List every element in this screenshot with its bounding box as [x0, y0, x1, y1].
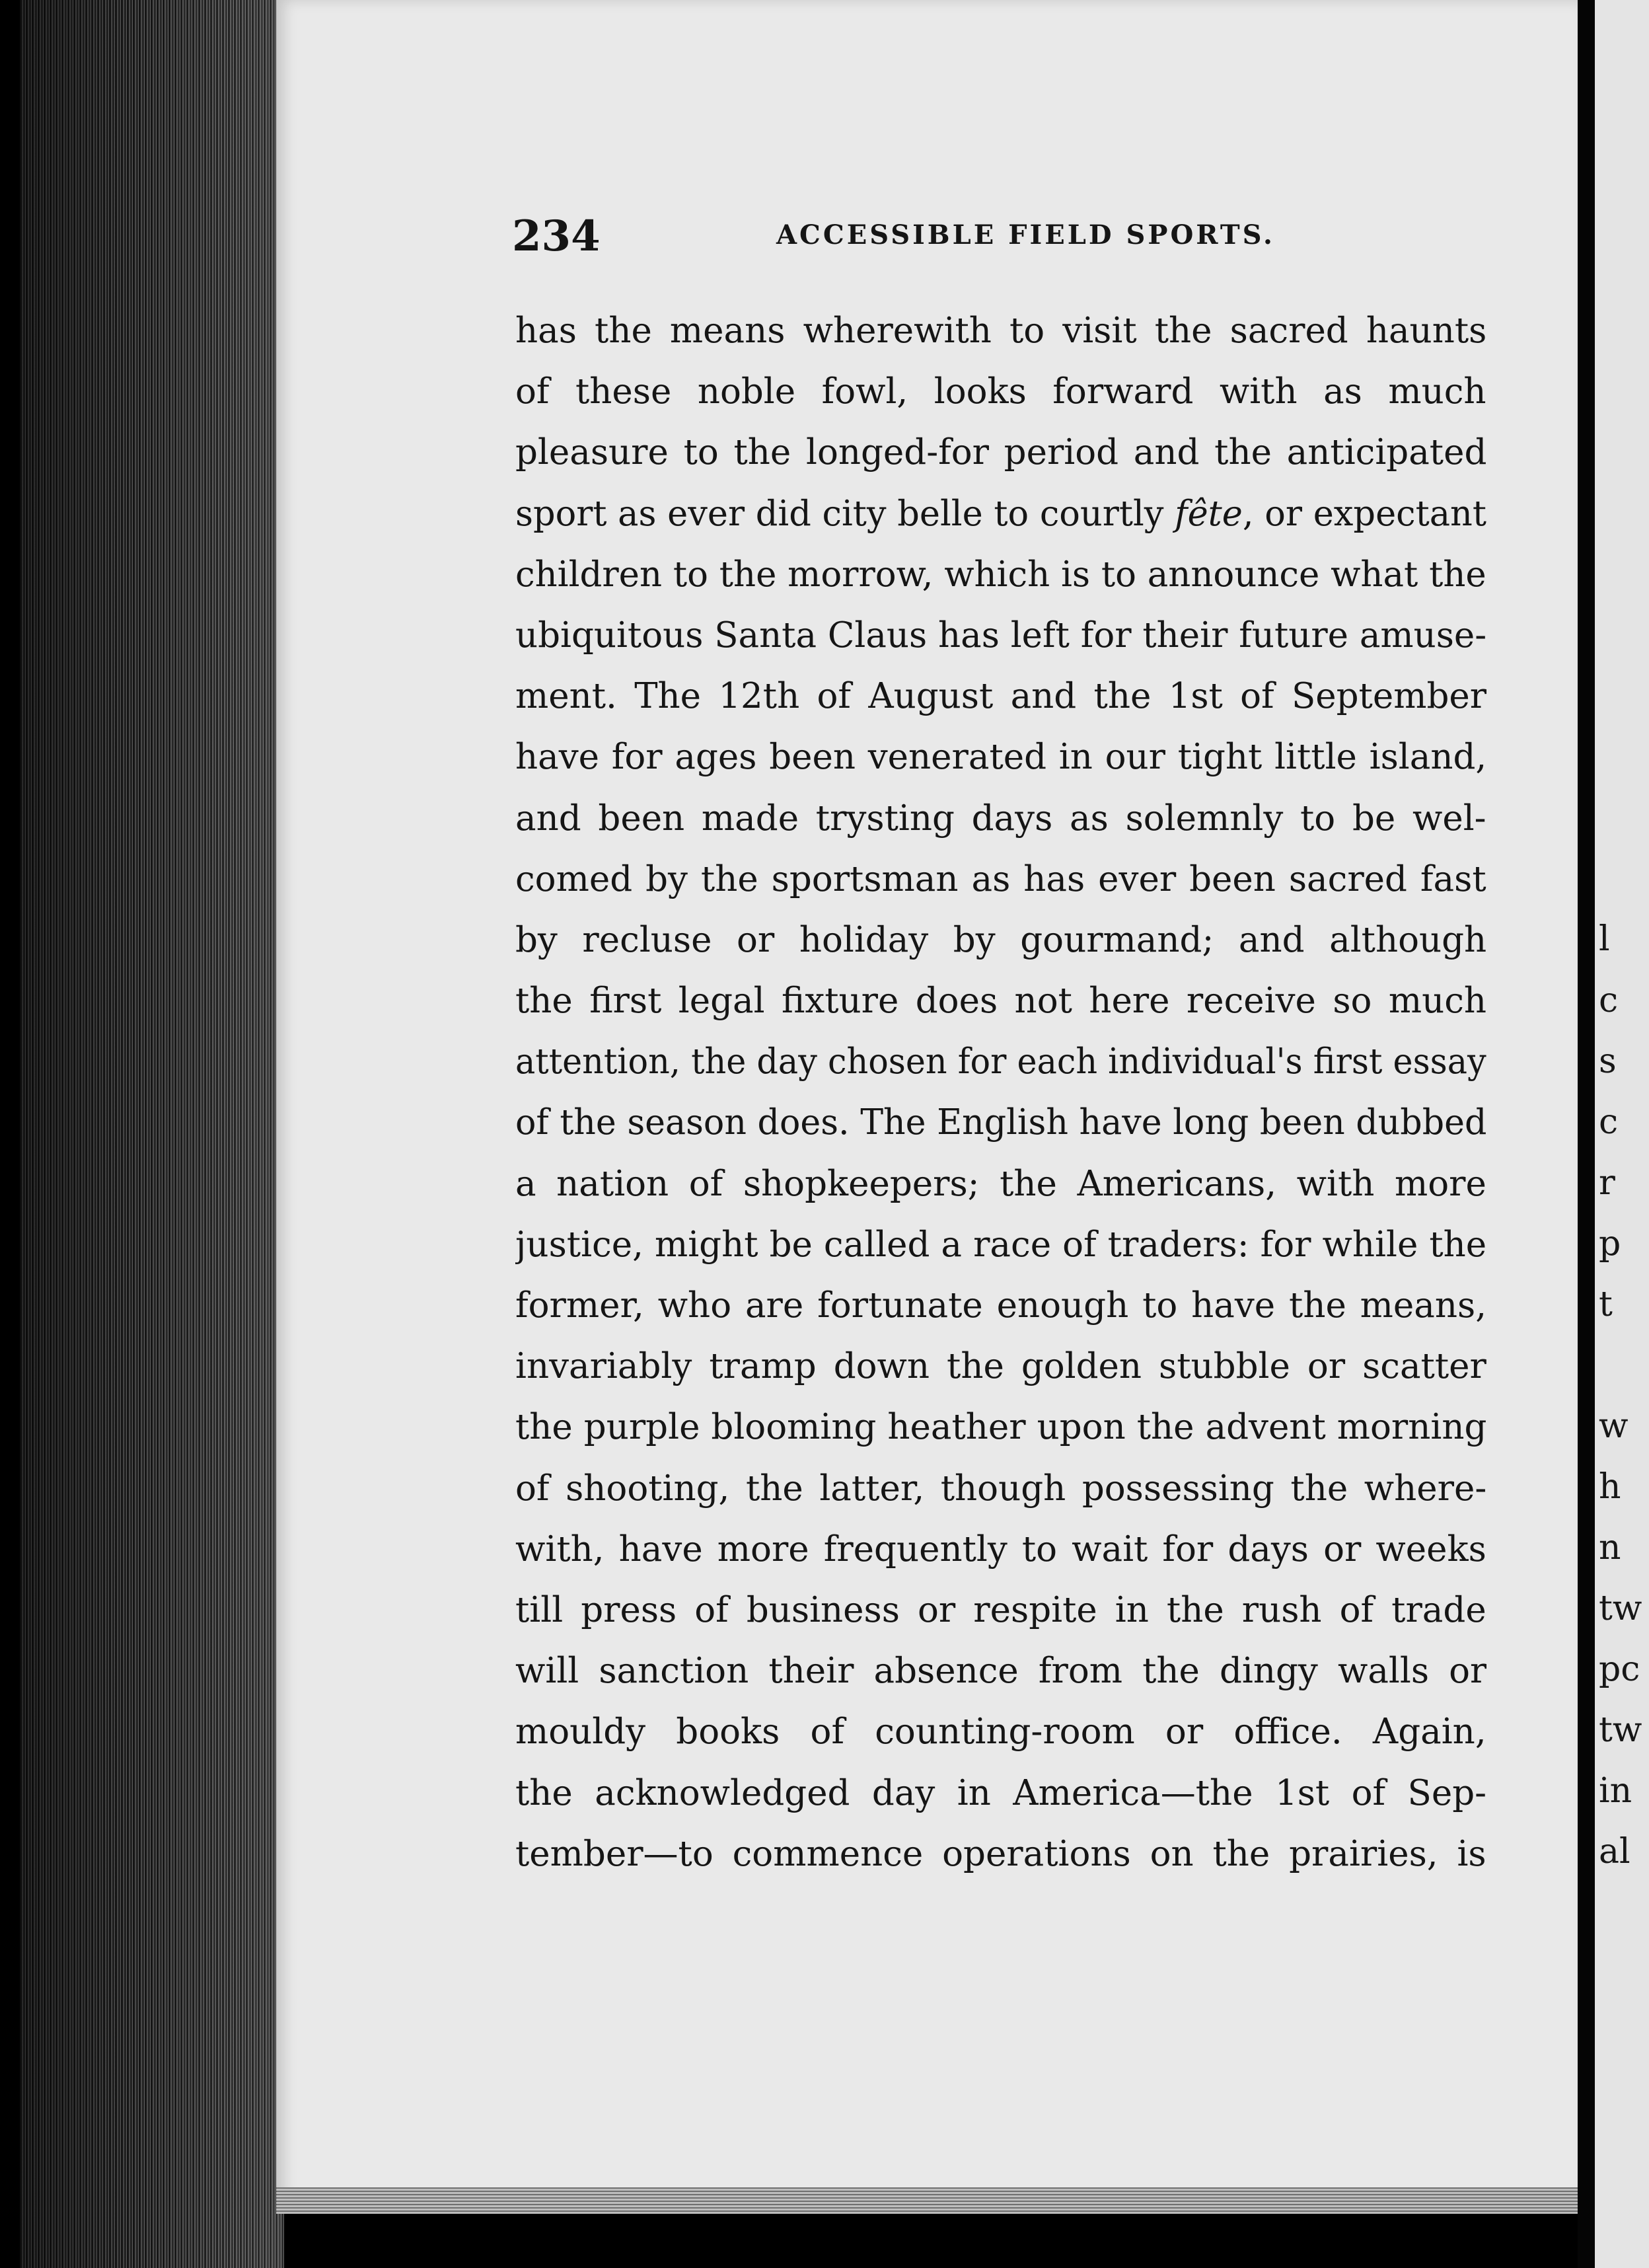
facing-page-fragment: w: [1599, 1406, 1629, 1446]
text-line: children to the morrow, which is to announce what the: [515, 554, 1486, 595]
page-bottom-edge: [276, 2187, 1591, 2214]
italic-word: fête: [1175, 493, 1243, 534]
text-line: justice, might be called a race of traders: for while the: [515, 1224, 1486, 1265]
text-line: till press of business or respite in the rush of trade: [515, 1589, 1486, 1630]
text-line: of these noble fowl, looks forward with as much: [515, 371, 1486, 412]
page-number: 234: [512, 211, 601, 261]
facing-page-fragment: tw: [1599, 1589, 1642, 1628]
text-line: former, who are fortunate enough to have the means,: [515, 1285, 1486, 1326]
text-line: tember—to commence operations on the prairies, is: [515, 1833, 1486, 1874]
running-head: ACCESSIBLE FIELD SPORTS.: [776, 219, 1275, 250]
facing-page-fragment: tw: [1599, 1710, 1642, 1750]
text-line: will sanction their absence from the dingy walls or: [515, 1651, 1486, 1692]
text-line: of shooting, the latter, though possessing the where-: [515, 1468, 1486, 1509]
facing-page-fragment: pc: [1599, 1649, 1640, 1689]
text-line: and been made trysting days as solemnly to be wel-: [515, 798, 1486, 839]
facing-page-fragment: t: [1599, 1285, 1613, 1324]
text-line: sport as ever did city belle to courtly fête, or expectant: [515, 493, 1486, 534]
text-line: of the season does. The English have long been dubbed: [515, 1102, 1486, 1143]
facing-page-fragment: l: [1599, 919, 1610, 959]
text-line: have for ages been venerated in our tight little island,: [515, 737, 1486, 778]
text-line: the first legal fixture does not here receive so much: [515, 981, 1486, 1022]
page-edges-shading: [20, 0, 284, 2268]
facing-page-fragment: n: [1599, 1528, 1621, 1568]
text-line: the purple blooming heather upon the advent morning: [515, 1407, 1486, 1448]
text-line: with, have more frequently to wait for days or weeks: [515, 1529, 1486, 1569]
facing-page-sliver: [1595, 0, 1649, 2268]
text-line: attention, the day chosen for each individual's first essay: [515, 1041, 1486, 1082]
text-line: mouldy books of counting-room or office. Again,: [515, 1712, 1486, 1753]
text-line: a nation of shopkeepers; the Americans, with more: [515, 1163, 1486, 1204]
text-line: by recluse or holiday by gourmand; and although: [515, 919, 1486, 960]
facing-page-fragment: h: [1599, 1467, 1621, 1507]
facing-page-fragment: in: [1599, 1771, 1632, 1811]
body-text: [515, 301, 1486, 1885]
text-line: ubiquitous Santa Claus has left for their future amuse-: [515, 615, 1486, 656]
book-gutter: [1578, 0, 1595, 2268]
text-line: the acknowledged day in America—the 1st of Sep-: [515, 1772, 1486, 1813]
facing-page-fragment: p: [1599, 1224, 1621, 1264]
text-line: ment. The 12th of August and the 1st of September: [515, 676, 1486, 717]
text-line: has the means wherewith to visit the sacred haunts: [515, 311, 1486, 351]
page-header: [512, 211, 1490, 264]
text-line: comed by the sportsman as has ever been sacred fast: [515, 858, 1486, 899]
text-line: pleasure to the longed-for period and the anticipated: [515, 432, 1486, 473]
facing-page-fragment: c: [1599, 981, 1619, 1020]
facing-page-fragment: al: [1599, 1832, 1631, 1871]
facing-page-fragment: r: [1599, 1163, 1615, 1203]
text-line: invariably tramp down the golden stubble or scatter: [515, 1346, 1486, 1387]
facing-page-fragment: s: [1599, 1041, 1617, 1081]
facing-page-fragment: c: [1599, 1102, 1619, 1142]
